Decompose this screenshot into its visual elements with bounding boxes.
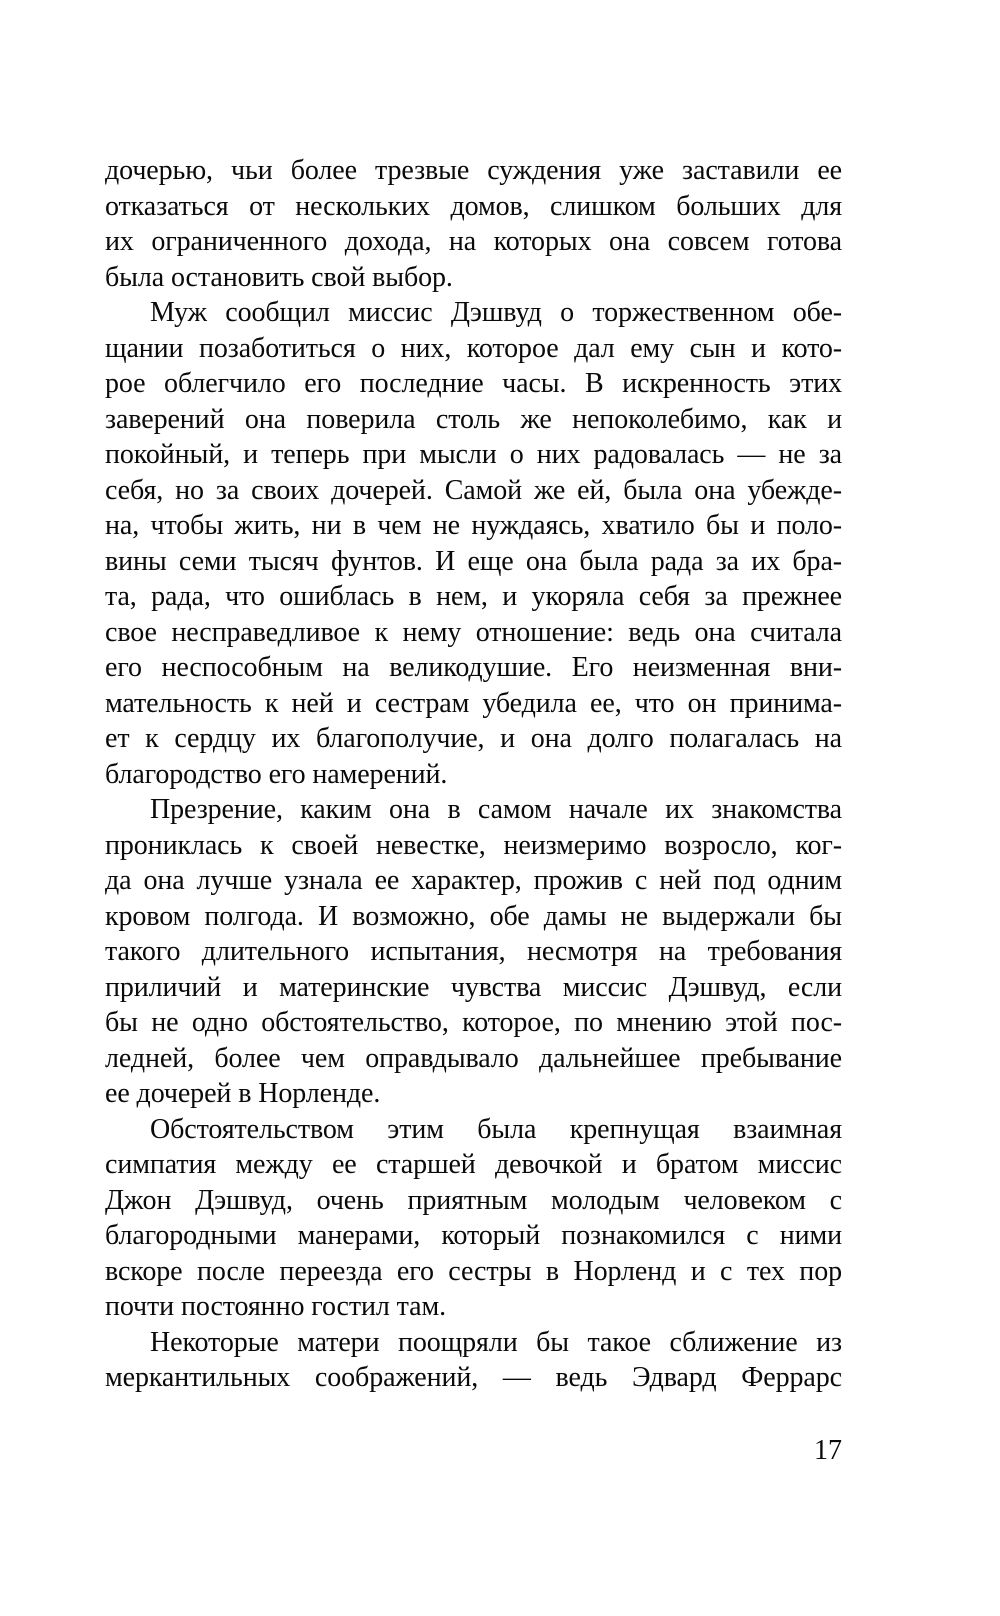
text-line: ее дочерей в Норленде. bbox=[105, 1078, 381, 1109]
text-line: Муж сообщил миссис Дэшвуд о торжественном обе- bbox=[150, 297, 842, 328]
text-line: его неспособным на великодушие. Его неизменная вни- bbox=[105, 652, 842, 683]
text-line: вскоре после переезда его сестры в Норленд и с тех пор bbox=[105, 1255, 842, 1287]
text-line: их ограниченного дохода, на которых она совсем готова bbox=[105, 226, 842, 257]
paragraph bbox=[105, 1112, 842, 1325]
paragraph bbox=[105, 153, 842, 295]
text-line: щании позаботиться о них, которое дал ему сын и кото- bbox=[105, 332, 842, 364]
text-line: Некоторые матери поощряли бы такое сближение из bbox=[150, 1326, 842, 1358]
text-line: мательность к ней и сестрам убедила ее, что он принима- bbox=[105, 687, 842, 719]
text-line: бы не одно обстоятельство, которое, по мнению этой пос- bbox=[105, 1007, 842, 1038]
text-line: ледней, более чем оправдывало дальнейшее пребывание bbox=[105, 1042, 842, 1074]
page-number: 17 bbox=[814, 1435, 842, 1466]
text-line: ет к сердцу их благополучие, и она долго полагалась на bbox=[105, 723, 842, 754]
text-line: прониклась к своей невестке, неизмеримо возросло, ког- bbox=[105, 829, 842, 861]
text-block bbox=[105, 153, 842, 1396]
text-line: была остановить свой выбор. bbox=[105, 261, 453, 293]
text-line: симпатия между ее старшей девочкой и братом миссис bbox=[105, 1149, 842, 1180]
text-line: Джон Дэшвуд, очень приятным молодым человеком с bbox=[105, 1184, 842, 1216]
text-line: свое несправедливое к нему отношение: ведь она считала bbox=[105, 616, 842, 648]
text-line: покойный, и теперь при мысли о них радовалась — не за bbox=[105, 439, 842, 470]
text-line: та, рада, что ошиблась в нем, и укоряла себя за прежнее bbox=[105, 581, 842, 612]
text-line: да она лучше узнала ее характер, прожив с ней под одним bbox=[105, 865, 842, 896]
text-line: на, чтобы жить, ни в чем не нуждаясь, хватило бы и поло- bbox=[105, 510, 842, 541]
text-line: Презрение, каким она в самом начале их знакомства bbox=[150, 794, 842, 825]
text-line: приличий и материнские чувства миссис Дэшвуд, если bbox=[105, 971, 842, 1003]
text-line: рое облегчило его последние часы. В искренность этих bbox=[105, 368, 842, 399]
text-line: благородными манерами, который познакомился с ними bbox=[105, 1220, 842, 1251]
text-line: благородство его намерений. bbox=[105, 758, 448, 790]
page-number-row bbox=[105, 1433, 842, 1469]
paragraph bbox=[105, 1325, 842, 1396]
text-line: себя, но за своих дочерей. Самой же ей, была она убежде- bbox=[105, 474, 842, 506]
text-line: отказаться от нескольких домов, слишком больших для bbox=[105, 190, 842, 222]
text-line: меркантильных соображений, — ведь Эдвард Феррарс bbox=[105, 1362, 842, 1393]
paragraph bbox=[105, 295, 842, 792]
text-line: кровом полгода. И возможно, обе дамы не выдержали бы bbox=[105, 900, 842, 932]
text-line: заверений она поверила столь же непоколебимо, как и bbox=[105, 403, 842, 435]
text-line: такого длительного испытания, несмотря на требования bbox=[105, 936, 842, 967]
text-line: почти постоянно гостил там. bbox=[105, 1291, 446, 1322]
text-line: дочерью, чьи более трезвые суждения уже заставили ее bbox=[105, 155, 842, 186]
paragraph bbox=[105, 792, 842, 1112]
text-line: Обстоятельством этим была крепнущая взаимная bbox=[150, 1113, 842, 1145]
text-line: вины семи тысяч фунтов. И еще она была рада за их бра- bbox=[105, 545, 842, 577]
